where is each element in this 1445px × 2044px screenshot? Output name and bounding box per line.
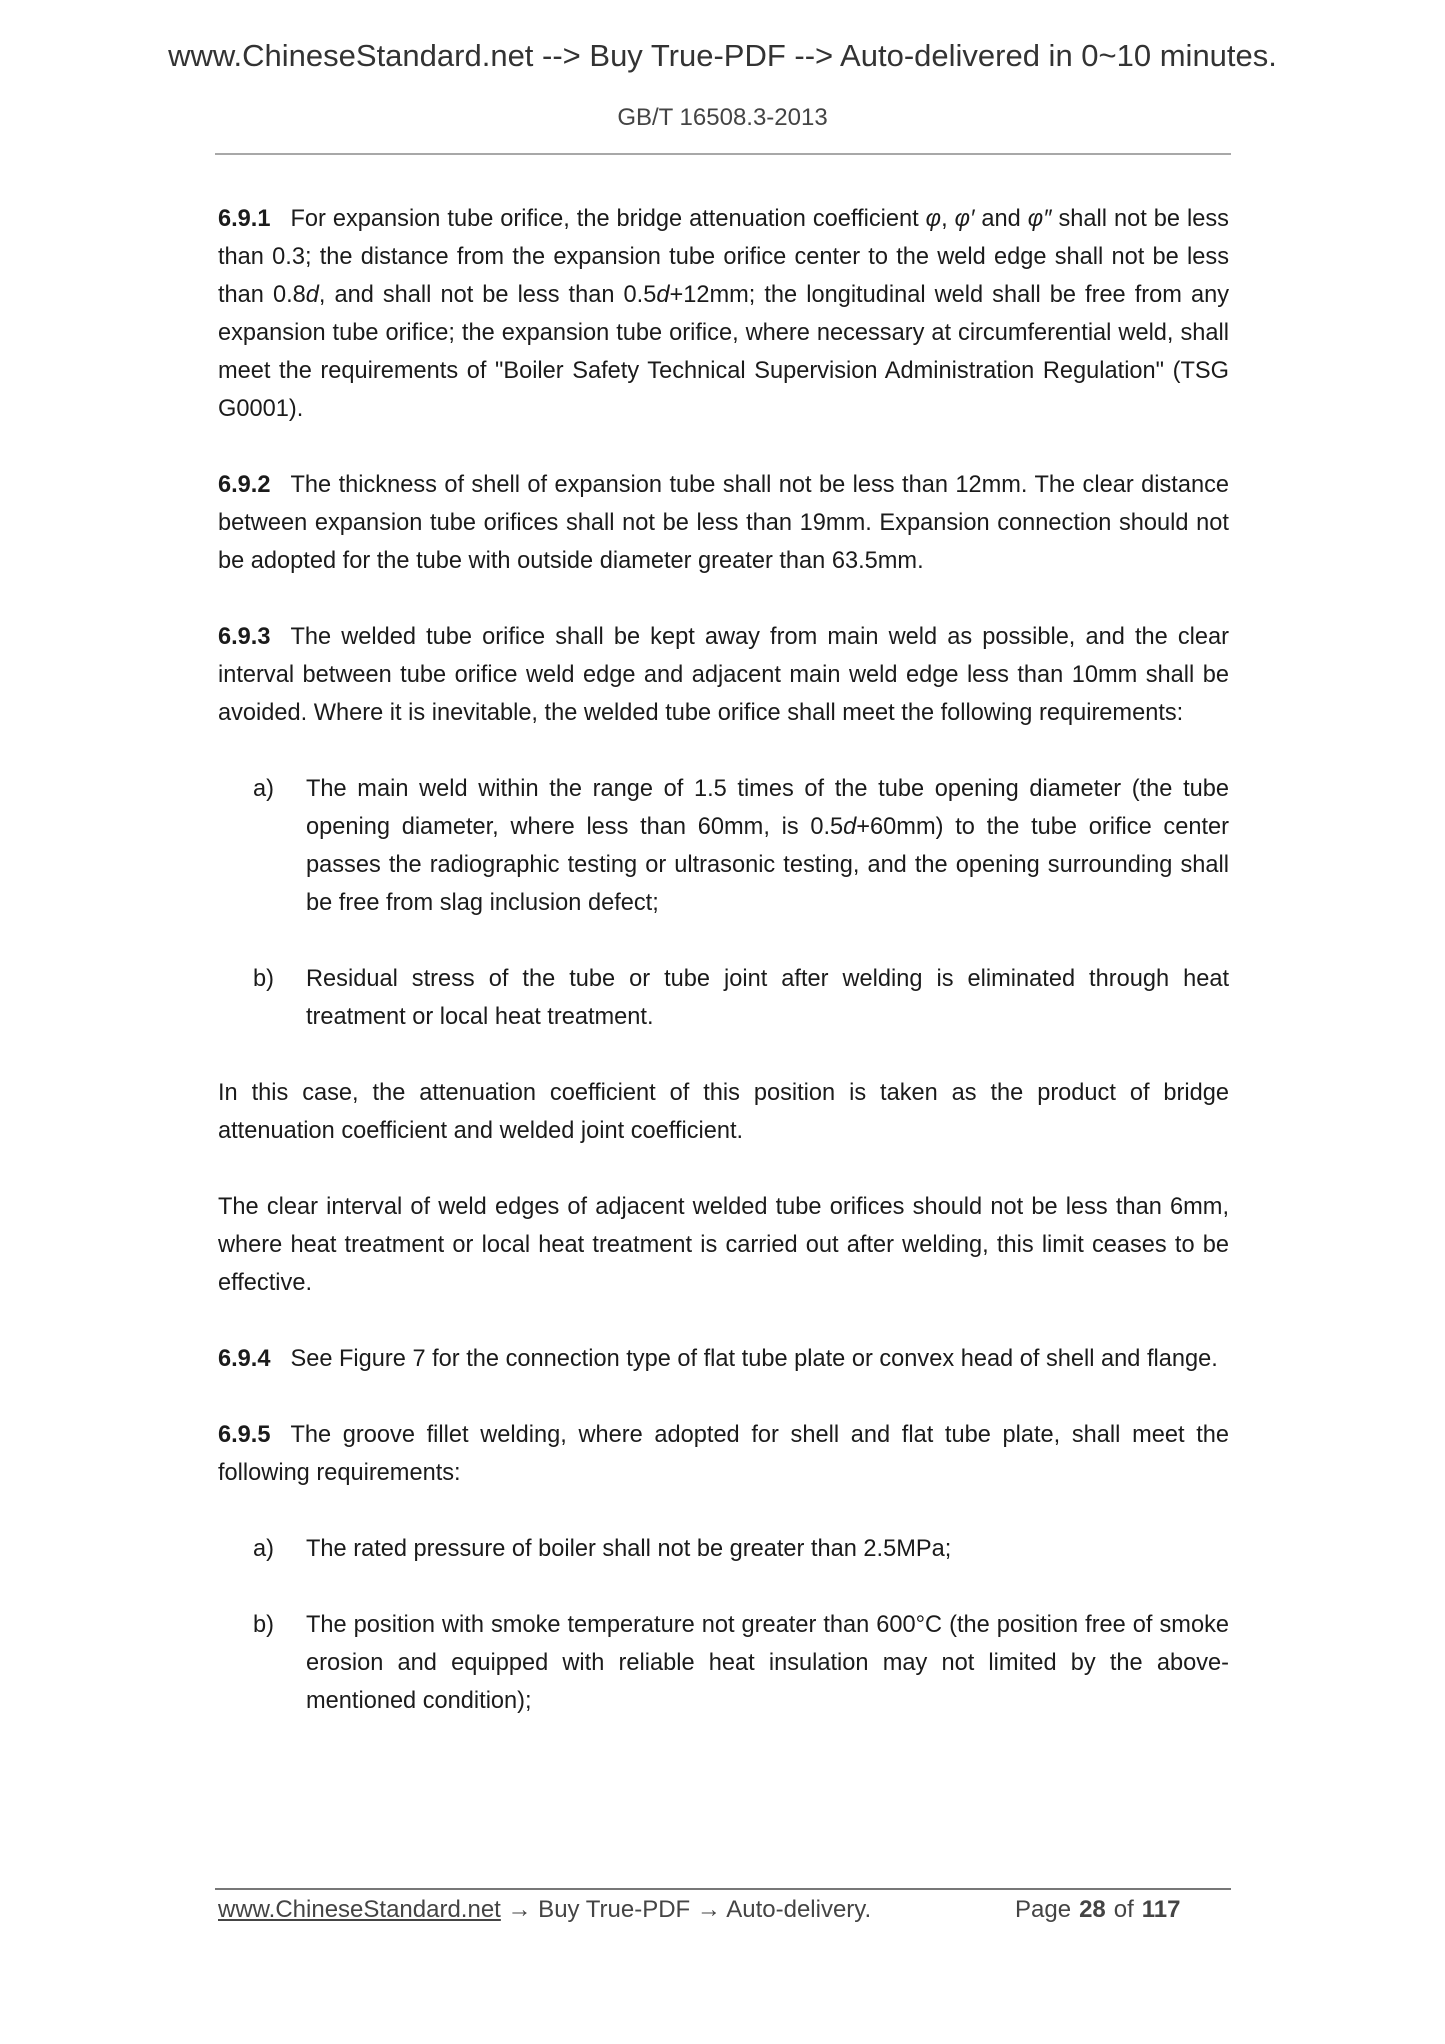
list-label: b) bbox=[253, 966, 274, 992]
footer bbox=[218, 1896, 1218, 1924]
text-run: shall not be less than 0.3; the distance from the expansion tube orifice center to the weld edge shall not be less than 0.8 bbox=[218, 206, 1229, 308]
clause-6-9-4 bbox=[218, 1340, 1229, 1378]
text-run: See Figure 7 for the connection type of flat tube plate or convex head of shell and flange. bbox=[290, 1346, 1218, 1372]
clause-number: 6.9.1 bbox=[218, 206, 271, 232]
paragraph bbox=[218, 1074, 1229, 1150]
footer-text: → Buy True-PDF → Auto-delivery. bbox=[500, 1896, 872, 1923]
text-run: , and shall not be less than 0.5 bbox=[318, 282, 657, 308]
italic-symbol: φ bbox=[925, 206, 942, 232]
text-run: For expansion tube orifice, the bridge attenuation coefficient bbox=[290, 206, 926, 232]
text-run: +12mm; the longitudinal weld shall be free from any expansion tube orifice; the expansion tube orifice, where necessary at circumferential weld, shall meet the requirements of "Boiler Safety Technical Supervision Administration Regulation" (TSG G0001). bbox=[218, 282, 1229, 422]
text-run: The clear interval of weld edges of adjacent welded tube orifices should not be less than 6mm, where heat treatment or local heat treatment is carried out after welding, this limit ceases to be effective. bbox=[218, 1194, 1229, 1296]
page-current: 28 bbox=[1079, 1896, 1106, 1923]
footer-link[interactable]: www.ChineseStandard.net bbox=[218, 1896, 501, 1923]
clause-number: 6.9.3 bbox=[218, 624, 271, 650]
list-item bbox=[218, 960, 1229, 1036]
clause-number: 6.9.4 bbox=[218, 1346, 271, 1372]
page-total: 117 bbox=[1141, 1896, 1181, 1923]
text-run: The position with smoke temperature not greater than 600°C (the position free of smoke erosion and equipped with reliable heat insulation may not limited by the above-mentioned condition); bbox=[306, 1612, 1229, 1714]
page-indicator bbox=[1015, 1896, 1189, 1924]
top-banner: www.ChineseStandard.net --> Buy True-PDF --> Auto-delivered in 0~10 minutes. bbox=[168, 38, 1277, 73]
header-divider bbox=[215, 153, 1231, 155]
clause-number: 6.9.5 bbox=[218, 1422, 271, 1448]
paragraph bbox=[218, 1188, 1229, 1302]
text-run: The main weld within the range of 1.5 times of the tube opening diameter (the tube opening diameter, where less than 60mm, is 0.5 bbox=[306, 776, 1229, 840]
list-item bbox=[218, 1530, 1229, 1568]
italic-symbol: d bbox=[843, 814, 857, 840]
document-body bbox=[218, 200, 1229, 1758]
italic-symbol: φ′ bbox=[954, 206, 975, 232]
text-run: , bbox=[941, 206, 955, 232]
text-run: The thickness of shell of expansion tube shall not be less than 12mm. The clear distance between expansion tube orifices shall not be less than 19mm. Expansion connection should not be adopted for the tube with outside diameter greater than 63.5mm. bbox=[218, 472, 1229, 574]
list-label: b) bbox=[253, 1612, 274, 1638]
text-run: In this case, the attenuation coefficient of this position is taken as the product of bridge attenuation coefficient and welded joint coefficient. bbox=[218, 1080, 1229, 1144]
clause-6-9-2 bbox=[218, 466, 1229, 580]
list-label: a) bbox=[253, 1536, 274, 1562]
italic-symbol: d bbox=[656, 282, 670, 308]
clause-6-9-1 bbox=[218, 200, 1229, 428]
text-run: and bbox=[974, 206, 1028, 232]
clause-6-9-5 bbox=[218, 1416, 1229, 1492]
list-item bbox=[218, 770, 1229, 922]
list-label: a) bbox=[253, 776, 274, 802]
italic-symbol: d bbox=[305, 282, 319, 308]
text-run: The groove fillet welding, where adopted for shell and flat tube plate, shall meet the following requirements: bbox=[218, 1422, 1229, 1486]
text-run: The rated pressure of boiler shall not be greater than 2.5MPa; bbox=[306, 1536, 952, 1562]
italic-symbol: φ″ bbox=[1027, 206, 1052, 232]
text-run: +60mm) to the tube orifice center passes the radiographic testing or ultrasonic testing, and the opening surrounding shall be free from slag inclusion defect; bbox=[306, 814, 1229, 916]
list-item bbox=[218, 1606, 1229, 1720]
page-label: Page bbox=[1015, 1896, 1072, 1923]
text-run: Residual stress of the tube or tube joint after welding is eliminated through heat treatment or local heat treatment. bbox=[306, 966, 1229, 1030]
of-label: of bbox=[1113, 1896, 1134, 1923]
clause-6-9-3 bbox=[218, 618, 1229, 732]
standard-code: GB/T 16508.3-2013 bbox=[617, 104, 828, 131]
text-run: The welded tube orifice shall be kept away from main weld as possible, and the clear interval between tube orifice weld edge and adjacent main weld edge less than 10mm shall be avoided. Where it is inevitable, the welded tube orifice shall meet the following requirements: bbox=[218, 624, 1229, 726]
footer-divider bbox=[215, 1888, 1231, 1890]
clause-number: 6.9.2 bbox=[218, 472, 271, 498]
